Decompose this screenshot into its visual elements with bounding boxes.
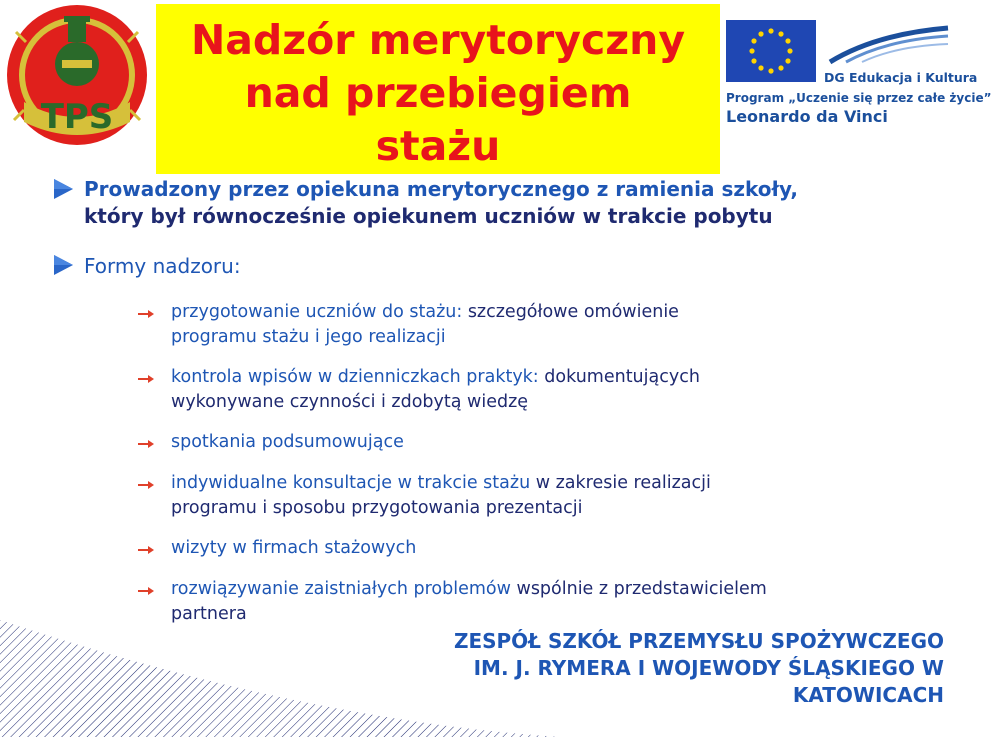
sub-item-6-rest: wspólnie z przedstawicielem — [516, 579, 767, 599]
sub-item-2-lead: kontrola wpisów w dzienniczkach praktyk: — [171, 367, 545, 387]
dg-label: DG Edukacja i Kultura — [824, 70, 978, 85]
eu-flag-icon — [726, 20, 816, 82]
sub-item-1-lead: przygotowanie uczniów do stażu: — [171, 302, 468, 322]
school-name — [454, 628, 944, 709]
title-line-1: Nadzór merytoryczny — [190, 16, 686, 64]
bullet-2: Formy nadzoru: — [84, 254, 241, 278]
triangle-bullet-icon — [52, 254, 74, 276]
sub-item-1-line-2: programu stażu i jego realizacji — [171, 327, 446, 347]
school-line-3: KATOWICACH — [792, 683, 944, 707]
tps-logo — [4, 2, 150, 148]
school-line-2: IM. J. RYMERA I WOJEWODY ŚLĄSKIEGO W — [473, 656, 944, 680]
arrow-bullet-icon — [138, 439, 154, 449]
sub-item-2-rest: dokumentujących — [544, 367, 700, 387]
bullet-1-line-1: Prowadzony przez opiekuna merytorycznego z ramienia szkoły, — [84, 177, 799, 201]
sub-item-2 — [171, 365, 700, 389]
slide-title — [156, 4, 720, 174]
arrow-bullet-icon — [138, 545, 154, 555]
leonardo-label: Leonardo da Vinci — [726, 107, 888, 126]
title-line-2: nad przebiegiem — [244, 69, 632, 117]
sub-item-6-lead: rozwiązywanie zaistniałych problemów — [171, 579, 517, 599]
sub-item-1-rest: szczegółowe omówienie — [467, 302, 679, 322]
sub-item-4-line-2: programu i sposobu przygotowania prezentacji — [171, 498, 583, 518]
title-line-3: stażu — [375, 122, 501, 170]
logo-text: TPS — [40, 97, 114, 137]
school-line-1: ZESPÓŁ SZKÓŁ PRZEMYSŁU SPOŻYWCZEGO — [453, 629, 944, 653]
arrow-bullet-icon — [138, 480, 154, 490]
sub-item-6-line-2: partnera — [171, 604, 247, 624]
sub-item-5: wizyty w firmach stażowych — [171, 538, 417, 558]
sub-item-3: spotkania podsumowujące — [171, 432, 404, 452]
bullet-1-line-2: który był równocześnie opiekunem uczniów w trakcie pobytu — [84, 204, 773, 228]
leonardo-swoosh-icon — [826, 24, 952, 64]
sub-item-4-lead: indywidualne konsultacje w trakcie stażu — [171, 473, 536, 493]
arrow-bullet-icon — [138, 586, 154, 596]
program-label: Program „Uczenie się przez całe życie” — [726, 91, 992, 105]
sub-item-2-line-2: wykonywane czynności i zdobytą wiedzę — [171, 392, 529, 412]
sub-item-6 — [171, 577, 767, 601]
sub-item-4-rest: w zakresie realizacji — [535, 473, 711, 493]
arrow-bullet-icon — [138, 374, 154, 384]
sub-item-4 — [171, 471, 711, 495]
sub-item-1 — [171, 300, 679, 324]
triangle-bullet-icon — [52, 178, 74, 200]
arrow-bullet-icon — [138, 309, 154, 319]
